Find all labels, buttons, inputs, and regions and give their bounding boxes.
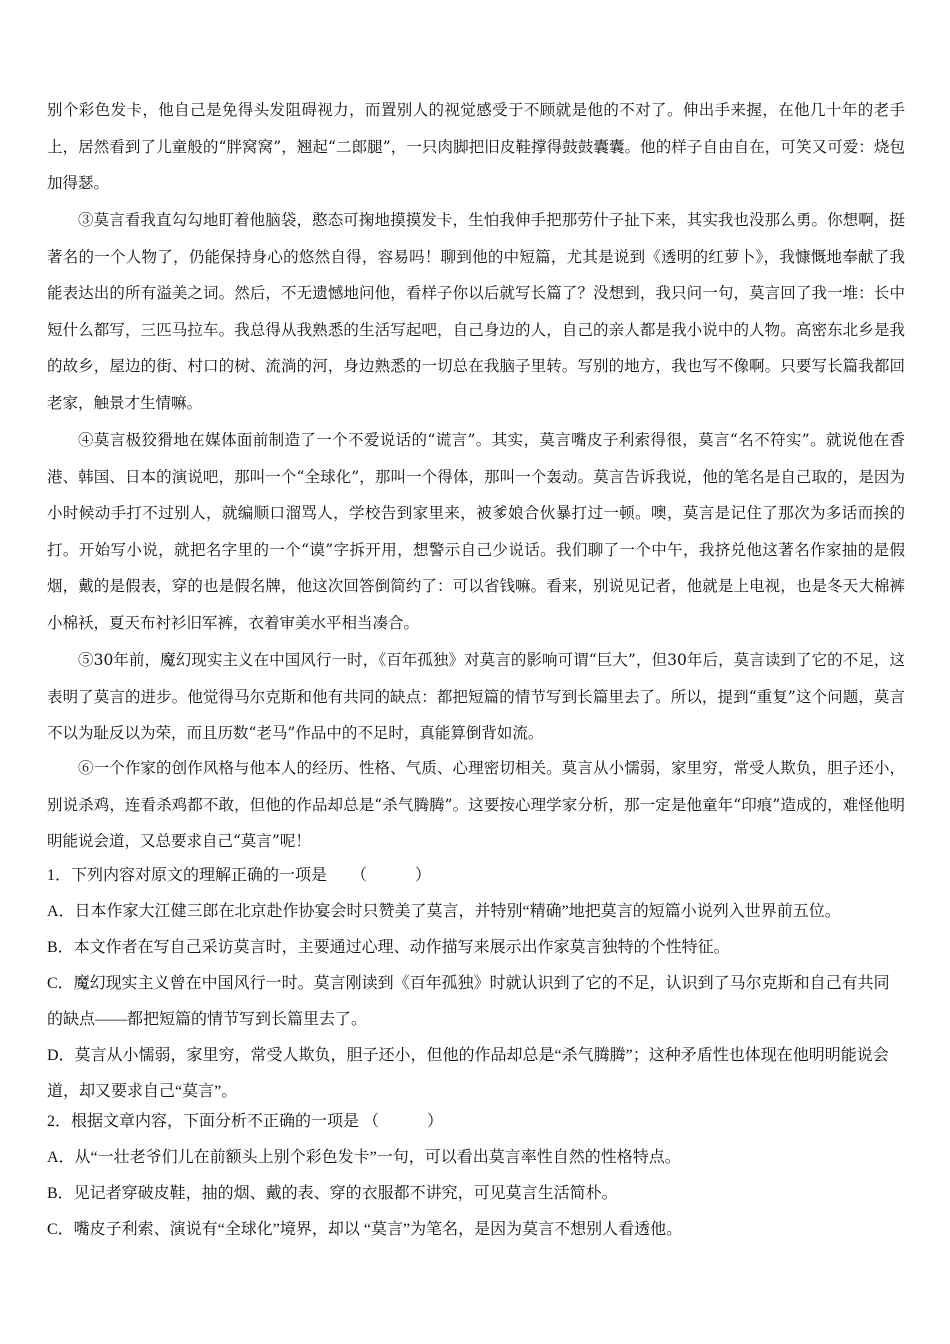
option-a: A．从“一壮老爷们儿在前额头上别个彩色发卡”一句，可以看出莫言率性自然的性格特点。	[47, 1149, 681, 1166]
paragraph-text: ③莫言看我直勾勾地盯着他脑袋，憨态可掬地摸摸发卡，生怕我伸手把那劳什子扯下来，其实我也没那么勇。你想啊，挺著名的一个人物了，仍能保持身心的悠然自得，容易吗！聊到他的中短篇，尤其是说到《透明的红萝卜》，我慷慨地奉献了我能表达出的所有溢美之词。然后，不无遗憾地问他，看样子你以后就写长篇了？没想到，我只问一句，莫言回了我一堆：长中短什么都写，三匹马拉车。我总得从我熟悉的生活写起吧，自己身边的人，自己的亲人都是我小说中的人物。高密东北乡是我的故乡，屋边的街、村口的树、流淌的河，身边熟悉的一切总在我脑子里转。写别的地方，我也写不像啊。只要写长篇我都回老家，触景才生情嘛。	[47, 211, 905, 412]
option-c: C．嘴皮子利索、演说有“全球化”境界，却以 “莫言”为笔名，是因为莫言不想别人看透他。	[47, 1221, 683, 1238]
option-c: C．魔幻现实主义曾在中国风行一时。莫言刚读到《百年孤独》时就认识到了它的不足，认识到了马尔克斯和自己有共同的缺点——都把短篇的情节写到长篇里去了。	[47, 975, 890, 1028]
option-b: B．本文作者在写自己采访莫言时，主要通过心理、动作描写来展示出作家莫言独特的个性特征。	[47, 939, 730, 956]
passage-paragraph-4	[47, 422, 905, 641]
passage-paragraph-5	[47, 642, 905, 752]
passage-paragraph-3	[47, 202, 905, 421]
question-stem	[47, 858, 905, 894]
option-a: A．日本作家大江健三郎在北京赴作协宴会时只赞美了莫言，并特别“精确”地把莫言的短篇小说列入世界前五位。	[47, 903, 841, 920]
answer-blank: （ ）	[351, 867, 432, 884]
passage-paragraph-6	[47, 750, 905, 860]
answer-blank: （ ）	[363, 1113, 444, 1130]
paragraph-text: ⑥一个作家的创作风格与他本人的经历、性格、气质、心理密切相关。莫言从小懦弱，家里穷，常受人欺负，胆子还小，别说杀鸡，连看杀鸡都不敢，但他的作品却总是“杀气腾腾”。这要按心理学家分析，那一定是他童年“印痕”造成的，难怪他明明能说会道，又总要求自己“莫言”呢！	[47, 759, 905, 850]
question-stem-text: 1．下列内容对原文的理解正确的一项是	[47, 867, 328, 884]
option-b: B．见记者穿破皮鞋，抽的烟、戴的表、穿的衣服都不讲究，可见莫言生活简朴。	[47, 1185, 618, 1202]
question-1	[47, 858, 905, 1110]
paragraph-text: ⑤30年前，魔幻现实主义在中国风行一时，《百年孤独》对莫言的影响可谓“巨大”，但30年后，莫言读到了它的不足，这表明了莫言的进步。他觉得马尔克斯和他有共同的缺点：都把短篇的情节写到长篇里去了。所以，提到“重复”这个问题，莫言不以为耻反以为荣，而且历数“老马”作品中的不足时，真能算倒背如流。	[47, 651, 905, 742]
paragraph-text: 别个彩色发卡，他自己是免得头发阻碍视力，而置别人的视觉感受于不顾就是他的不对了。伸出手来握，在他几十年的老手上，居然看到了儿童般的“胖窝窝”，翘起“二郎腿”，一只肉脚把旧皮鞋撑得鼓鼓囊囊。他的样子自由自在，可笑又可爱：烧包加得瑟。	[47, 101, 905, 192]
question-stem-text: 2．根据文章内容，下面分析不正确的一项是	[47, 1113, 360, 1130]
question-stem	[47, 1104, 905, 1140]
question-2	[47, 1104, 905, 1248]
passage-paragraph-continued	[47, 92, 905, 202]
paragraph-text: ④莫言极狡猾地在媒体面前制造了一个不爱说话的“谎言”。其实，莫言嘴皮子利索得很，莫言“名不符实”。就说他在香港、韩国、日本的演说吧，那叫一个“全球化”，那叫一个得体，那叫一个轰动。莫言告诉我说，他的笔名是自己取的，是因为小时候动手打不过别人，就编顺口溜骂人，学校告到家里来，被爹娘合伙暴打过一顿。噢，莫言是记住了那次为多话而挨的打。开始写小说，就把名字里的一个“谟”字拆开用，想警示自己少说话。我们聊了一个中午，我挤兑他这著名作家抽的是假烟，戴的是假表，穿的也是假名牌，他这次回答倒简约了：可以省钱嘛。看来，别说见记者，他就是上电视，也是冬天大棉裤小棉袄，夏天布衬衫旧军裤，衣着审美水平相当凑合。	[47, 431, 905, 632]
option-d: D．莫言从小懦弱，家里穷，常受人欺负，胆子还小，但他的作品却总是“杀气腾腾”；这种矛盾性也体现在他明明能说会道，却又要求自己“莫言”。	[47, 1047, 889, 1100]
